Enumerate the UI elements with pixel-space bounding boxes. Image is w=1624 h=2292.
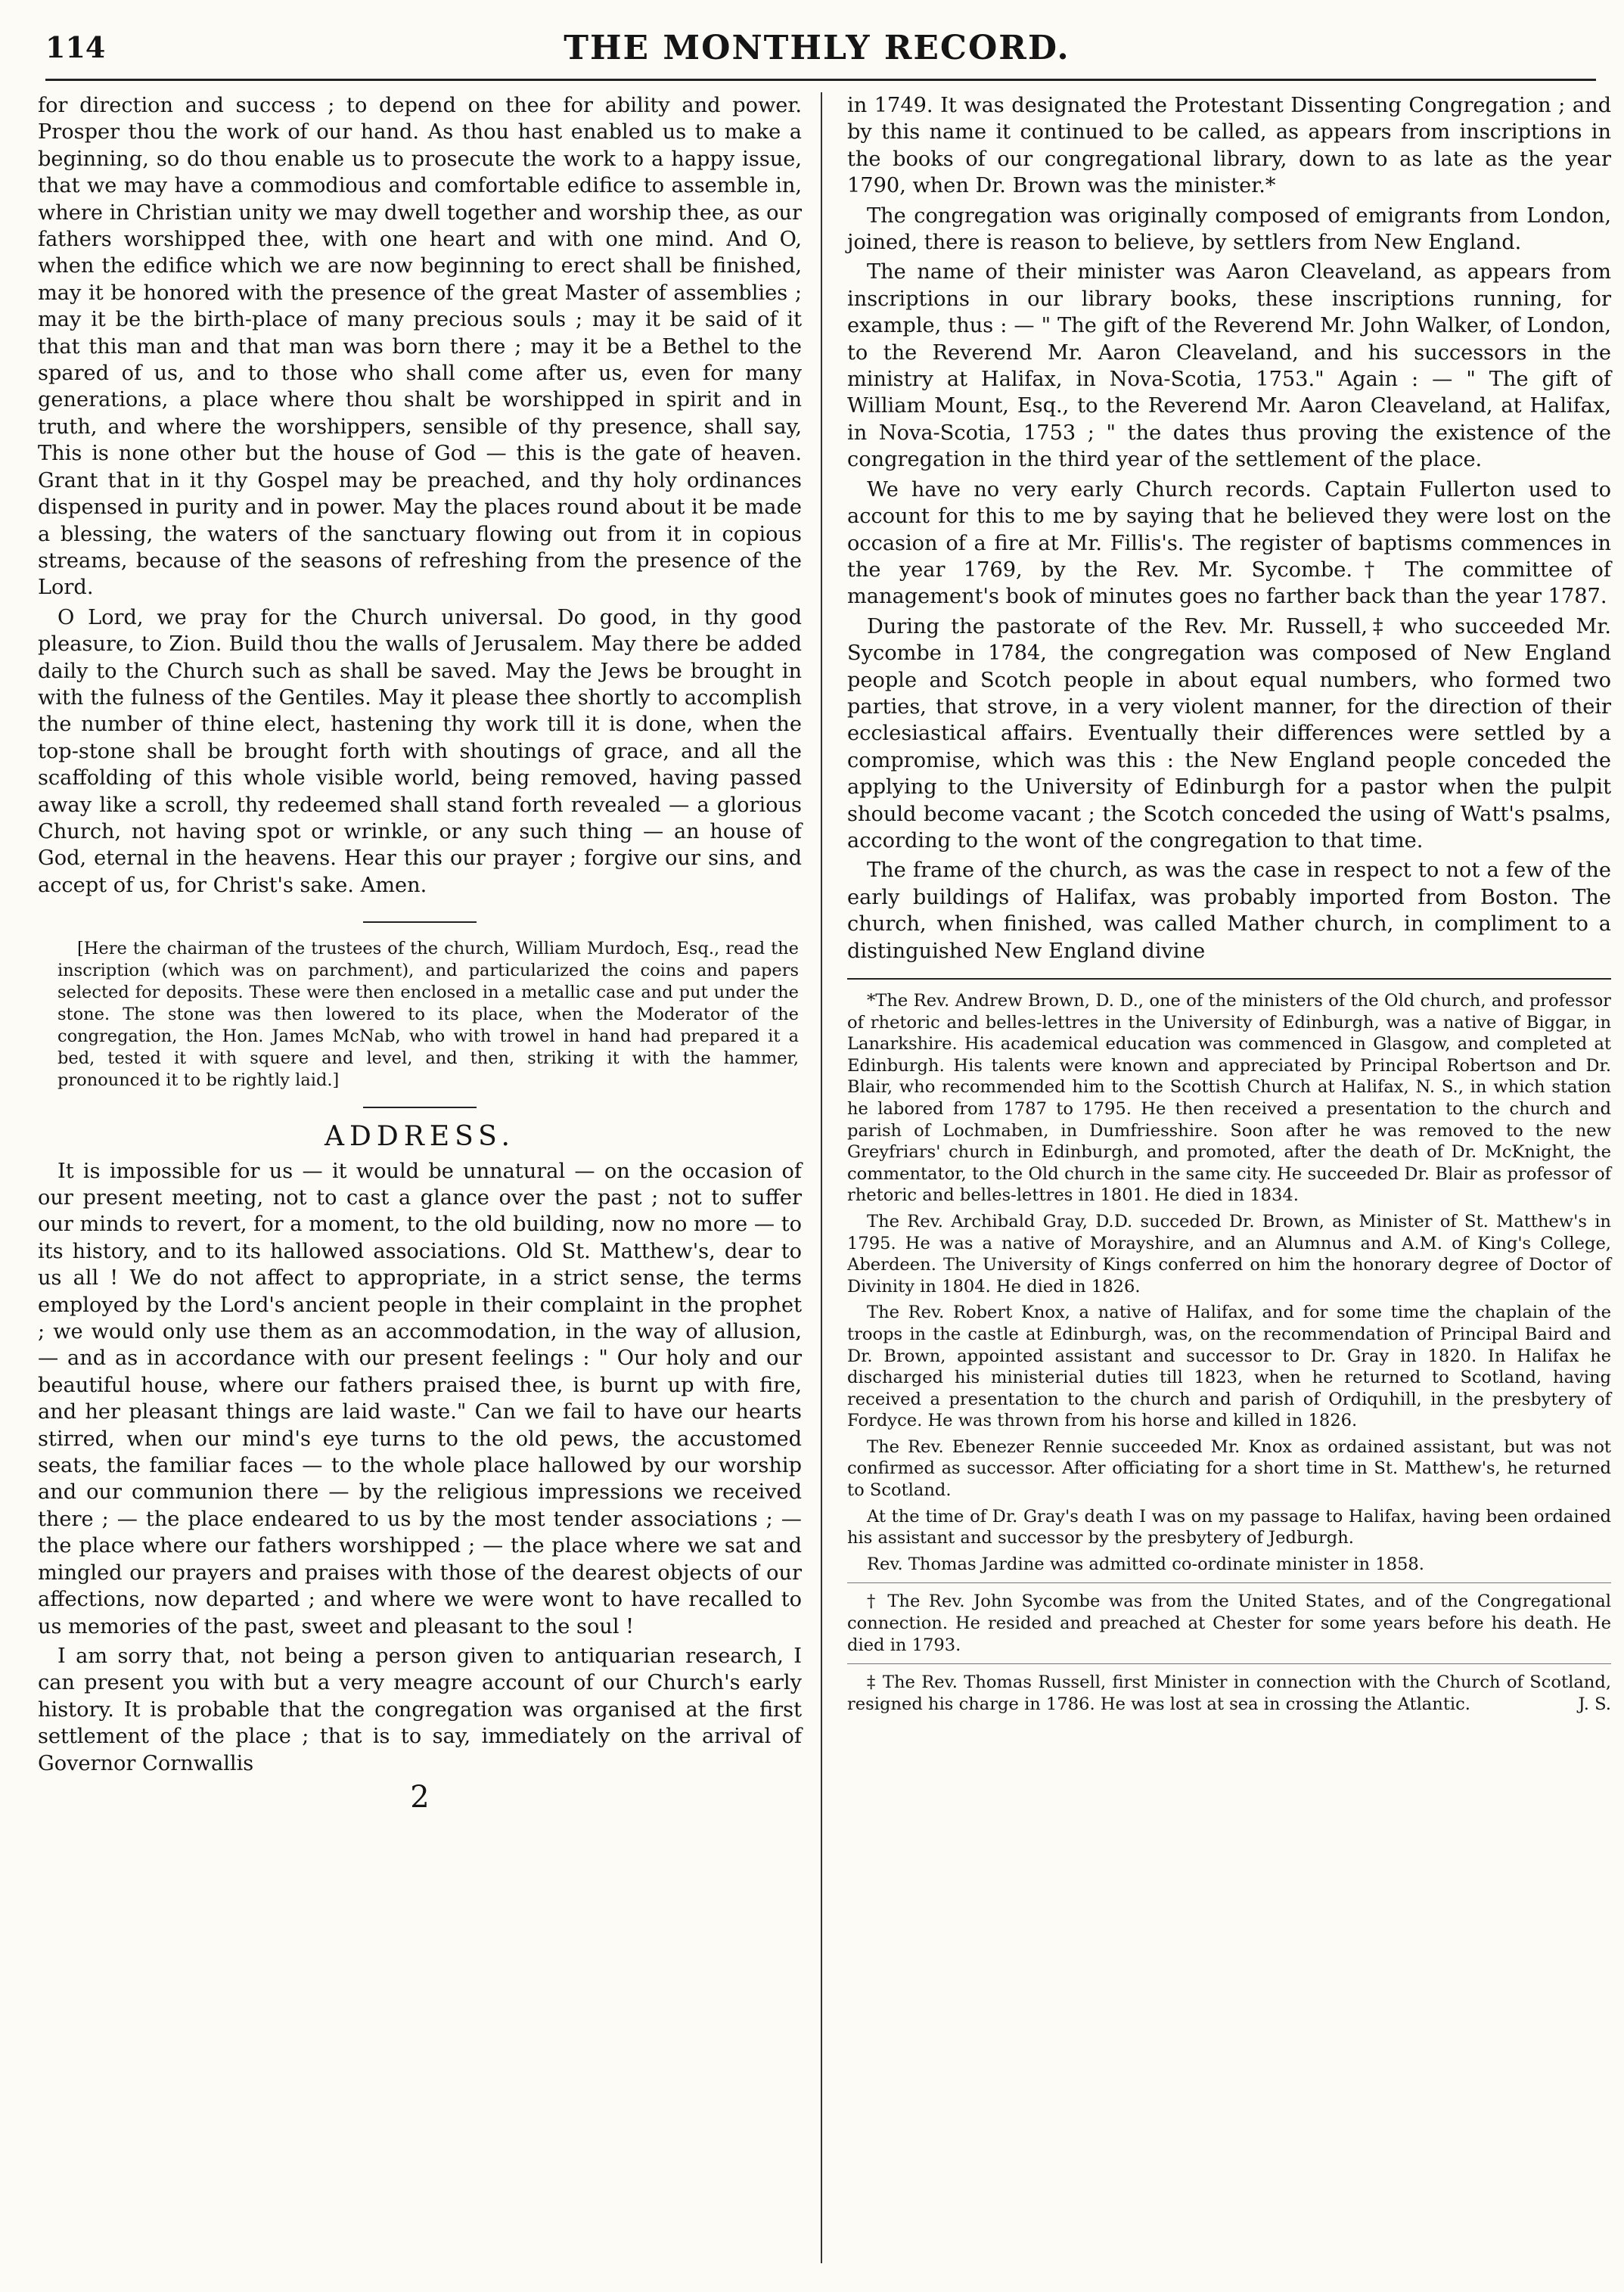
- body-paragraph: The frame of the church, as was the case in respect to not a few of the early buildings of Halifax, was probably imported from Boston. The church, when finished, was called Mather church, in compliment to a distinguished New England divine: [847, 859, 1611, 963]
- footnote: † The Rev. John Sycombe was from the United States, and of the Congregational connection. He resided and preached at Chester for some years before his death. He died in 1793.: [847, 1592, 1611, 1655]
- footnote: Rev. Thomas Jardine was admitted co-ordinate minister in 1858.: [867, 1554, 1424, 1574]
- body-paragraph: The congregation was originally composed of emigrants from London, joined, there is reason to believe, by settlers from New England.: [847, 203, 1611, 255]
- column-divider: [821, 92, 822, 2263]
- right-column: [847, 92, 1611, 1719]
- page-header: [38, 15, 1596, 83]
- footnote-text: ‡ The Rev. Thomas Russell, first Minister in connection with the Church of Scotland, resigned his charge in 1786. He was lost at sea in crossing the Atlantic.: [847, 1672, 1611, 1714]
- footnote-separator: [847, 1582, 1611, 1583]
- signature-mark: 2: [410, 1779, 430, 1815]
- prayer-paragraph: O Lord, we pray for the Church universal. Do good, in thy good pleasure, to Zion. Build thou the walls of Jerusalem. May there be added daily to the Church such as shall be saved. May the Jews be brought in with the fulness of the Gentiles. May it please thee shortly to accomplish the number of thine elect, hastening thy work till it is done, when the top-stone shall be brought forth with shoutings of grace, and all the scaffolding of this whole visible world, being removed, having passed away like a scroll, thy redeemed shall stand forth revealed — a glorious Church, not having spot or wrinkle, or any such thing — an house of God, eternal in the heavens. Hear this our prayer ; forgive our sins, and accept of us, for Christ's sake. Amen.: [38, 605, 802, 897]
- page-number: 114: [45, 30, 106, 64]
- footnote: The Rev. Ebenezer Rennie succeeded Mr. Knox as ordained assistant, but was not confirmed as successor. After officiating for a short time in St. Matthew's, he returned to Scotland.: [847, 1436, 1611, 1501]
- footnote-separator: [847, 1663, 1611, 1664]
- prayer-paragraph: for direction and success ; to depend on thee for ability and power. Prosper thou the work of our hand. As thou hast enabled us to make a beginning, so do thou enable us to prosecute the work to a happy issue, that we may have a commodious and comfortable edifice to assemble in, where in Christian unity we may dwell together and worship thee, as our fathers worshipped thee, with one heart and with one mind. And O, when the edifice which we are now beginning to erect shall be finished, may it be honored with the presence of the great Master of assemblies ; may it be the birth-place of many precious souls ; may it be said of it that this man and that man was born there ; may it be a Bethel to the spared of us, and to those who shall come after us, even for many generations, a place where thou shalt be worshipped in spirit and in truth, and where the worshippers, sensible of thy presence, shall say, This is none other but the house of God — this is the gate of heaven. Grant that in it thy Gospel may be preached, and thy holy ordinances dispensed in purity and in power. May the places round about it be made a blessing, the waters of the sanctuary flowing out from it in copious streams, because of the seasons of refreshing from the presence of the Lord.: [38, 94, 802, 600]
- footnote: [847, 1672, 1611, 1715]
- body-paragraph: The name of their minister was Aaron Cleaveland, as appears from inscriptions in our library books, these inscriptions running, for example, thus : — " The gift of the Reverend Mr. John Walker, of London, to the Reverend Mr. Aaron Cleaveland, and his successors in the ministry at Halifax, in Nova-Scotia, 1753." Again : — " The gift of William Mount, Esq., to the Reverend Mr. Aaron Cleaveland, at Halifax, in Nova-Scotia, 1753 ; " the dates thus proving the existence of the congregation in the third year of the settlement of the place.: [847, 260, 1611, 472]
- body-paragraph: During the pastorate of the Rev. Mr. Russell,‡ who succeeded Mr. Sycombe in 1784, the congregation was composed of New England people and Scotch people in about equal numbers, who formed two parties, that strove, in a very violent manner, for the direction of their ecclesiastical affairs. Eventually their differences were settled by a compromise, which was this : the New England people conceded the applying to the University of Edinburgh for a pastor when the pulpit should become vacant ; the Scotch conceded the using of Watt's psalms, according to the wont of the congregation to that time.: [847, 614, 1611, 853]
- page: [30, 15, 1611, 2277]
- address-paragraph: It is impossible for us — it would be unnatural — on the occasion of our present meeting, not to cast a glance over the past ; not to suffer our minds to revert, for a moment, to the old building, now no more — to its history, and to its hallowed associations. Old St. Matthew's, dear to us all ! We do not affect to appropriate, in a strict sense, the terms employed by the Lord's ancient people in their complaint in the prophet ; we would only use them as an accommodation, in the way of allusion, — and as in accordance with our present feelings : " Our holy and our beautiful house, where our fathers praised thee, is burnt up with fire, and her pleasant things are laid waste." Can we fail to have our hearts stirred, when our mind's eye turns to the old pews, the accustomed seats, the familiar faces — to the whole place hallowed by our worship and our communion there — by the religious impressions we received there ; — the place endeared to us by the most tender associations ; — the place where our fathers worshipped ; — the place where we sat and mingled our prayers and praises with those of the dearest objects of our affections, now departed ; and where we were wont to have recalled to us memories of the past, sweet and pleasant to the soul !: [38, 1159, 802, 1638]
- body-paragraph: We have no very early Church records. Captain Fullerton used to account for this to me by saying that he believed they were lost on the occasion of a fire at Mr. Fillis's. The register of baptisms commences in the year 1769, by the Rev. Mr. Sycombe.† The committee of management's book of minutes goes no farther back than the year 1787.: [847, 477, 1611, 609]
- bracket-note: [Here the chairman of the trustees of the church, William Murdoch, Esq., read the inscription (which was on parchment), and particularized the coins and papers selected for deposits. These were then enclosed in a metallic case and put under the stone. The stone was then lowered to its place, when the Moderator of the congregation, the Hon. James McNab, who with trowel in hand had prepared it a bed, tested it with squere and level, and then, striking it with the hammer, pronounced it to be rightly laid.]: [57, 939, 799, 1091]
- address-paragraph: I am sorry that, not being a person given to antiquarian research, I can present you with but a very meagre account of our Church's early history. It is probable that the congregation was organised at the first settlement of the place ; that is to say, immediately on the arrival of Governor Cornwallis: [38, 1644, 802, 1775]
- footnote: The Rev. Archibald Gray, D.D. succeded Dr. Brown, as Minister of St. Matthew's in 1795. He was a native of Morayshire, and an Alumnus and A.M. of King's College, Aberdeen. The University of Kings conferred on him the honorary degree of Doctor of Divinity in 1804. He died in 1826.: [847, 1211, 1611, 1297]
- footnote: At the time of Dr. Gray's death I was on my passage to Halifax, having been ordained his assistant and successor by the presbytery of Jedburgh.: [847, 1506, 1611, 1548]
- body-paragraph: in 1749. It was designated the Protestant Dissenting Congregation ; and by this name it continued to be called, as appears from inscriptions in the books of our congregational library, down to as late as the year 1790, when Dr. Brown was the minister.*: [847, 94, 1611, 198]
- divider-rule: [363, 1107, 477, 1108]
- footnote-rule: [847, 978, 1611, 980]
- footnotes: [847, 990, 1611, 1715]
- divider-rule: [363, 921, 477, 923]
- section-heading: ADDRESS.: [324, 1121, 515, 1153]
- header-rule: [45, 79, 1596, 81]
- author-initials: J. S.: [1578, 1694, 1611, 1714]
- footnote: *The Rev. Andrew Brown, D. D., one of the ministers of the Old church, and professor of rhetoric and belles-lettres in the University of Edinburgh, was a native of Biggar, in Lanarkshire. His academical education was commenced in Glasgow, and completed at Edinburgh. His talents were known and appreciated by Principal Robertson and Dr. Blair, who recommended him to the Scottish Church at Halifax, N. S., in which station he labored from 1787 to 1795. He then received a presentation to the church and parish of Lochmaben, in Dumfriesshire. Soon after he was removed to the new Greyfriars' church in Edinburgh, and promoted, after the death of Dr. McKnight, the commentator, to the Old church in the same city. He succeeded Dr. Blair as professor of rhetoric and belles-lettres in 1801. He died in 1834.: [847, 991, 1611, 1206]
- left-column: [38, 92, 802, 1815]
- footnote: The Rev. Robert Knox, a native of Halifax, and for some time the chaplain of the troops in the castle at Edinburgh, was, on the recommendation of Principal Baird and Dr. Brown, appointed assistant and successor to Dr. Gray in 1820. In Halifax he discharged his ministerial duties till 1823, when he returned to Scotland, having received a presentation to the church and parish of Ordiquhill, in the presbytery of Fordyce. He was thrown from his horse and killed in 1826.: [847, 1303, 1611, 1431]
- running-title: THE MONTHLY RECORD.: [564, 29, 1070, 67]
